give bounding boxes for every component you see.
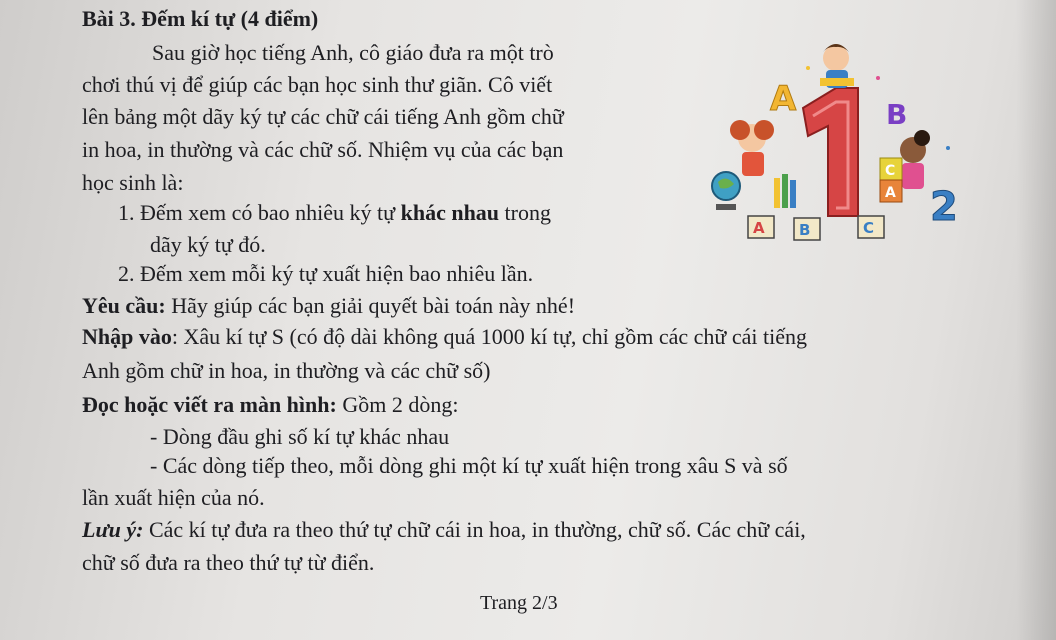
task-1 [118,200,551,226]
requirement-text: Hãy giúp các bạn giải quyết bài toán này nhé! [165,293,576,318]
block-letter-c: C [863,219,875,237]
task-1-text-end: trong [499,200,551,225]
requirement-label: Yêu cầu: [82,293,166,318]
letter-b-purple: B [886,98,908,131]
output-line-2-continuation: lần xuất hiện của nó. [82,485,265,510]
task-2: 2. Đếm xem mỗi ký tự xuất hiện bao nhiêu lần. [118,261,534,286]
task-1-text: 1. Đếm xem có bao nhiêu ký tự [118,200,401,225]
note-text: Các kí tự đưa ra theo thứ tự chữ cái in hoa, in thường, chữ số. Các chữ cái, [143,517,806,542]
task-1-emphasis: khác nhau [400,200,500,225]
intro-line-3: lên bảng một dãy ký tự các chữ cái tiếng Anh gồm chữ [82,104,564,129]
number-one-shape [803,88,858,216]
output-label: Đọc hoặc viết ra màn hình: [82,392,337,417]
input-text: : Xâu kí tự S (có độ dài không quá 1000 kí tự, chỉ gồm các chữ cái tiếng [171,324,807,349]
block-letter-a-upper: A [885,185,896,201]
note [82,517,806,543]
output-line-1: - Dòng đầu ghi số kí tự khác nhau [150,424,450,449]
output-text: Gồm 2 dòng: [336,392,459,417]
input-spec-continuation: Anh gồm chữ in hoa, in thường và các chữ số) [82,358,491,383]
requirement [82,293,575,319]
task-1-continuation: dãy ký tự đó. [150,232,266,257]
note-label: Lưu ý: [82,517,144,542]
number-two: 2 [930,184,958,230]
intro-line-2: chơi thú vị để giúp các bạn học sinh thư giãn. Cô viết [82,72,553,97]
note-continuation: chữ số đưa ra theo thứ tự từ điển. [82,550,375,575]
letter-a-yellow: A [770,79,797,119]
page-edge-shadow [1016,0,1056,640]
input-spec [82,324,807,350]
exercise-title: Bài 3. Đếm kí tự (4 điểm) [82,6,319,31]
intro-line-4: in hoa, in thường và các chữ số. Nhiệm vụ của các bạn [82,137,564,162]
input-label: Nhập vào [82,324,172,349]
output-line-2: - Các dòng tiếp theo, mỗi dòng ghi một kí tự xuất hiện trong xâu S và số [150,453,788,478]
kids-abc-illustration [708,38,963,243]
intro-line-5: học sinh là: [82,170,184,195]
block-letter-a: A [753,219,765,237]
block-letter-b: B [799,221,811,239]
output-spec [82,392,458,418]
intro-line-1: Sau giờ học tiếng Anh, cô giáo đưa ra một trò [152,40,554,65]
block-letter-c-upper: C [885,163,896,179]
page-number: Trang 2/3 [480,592,558,614]
